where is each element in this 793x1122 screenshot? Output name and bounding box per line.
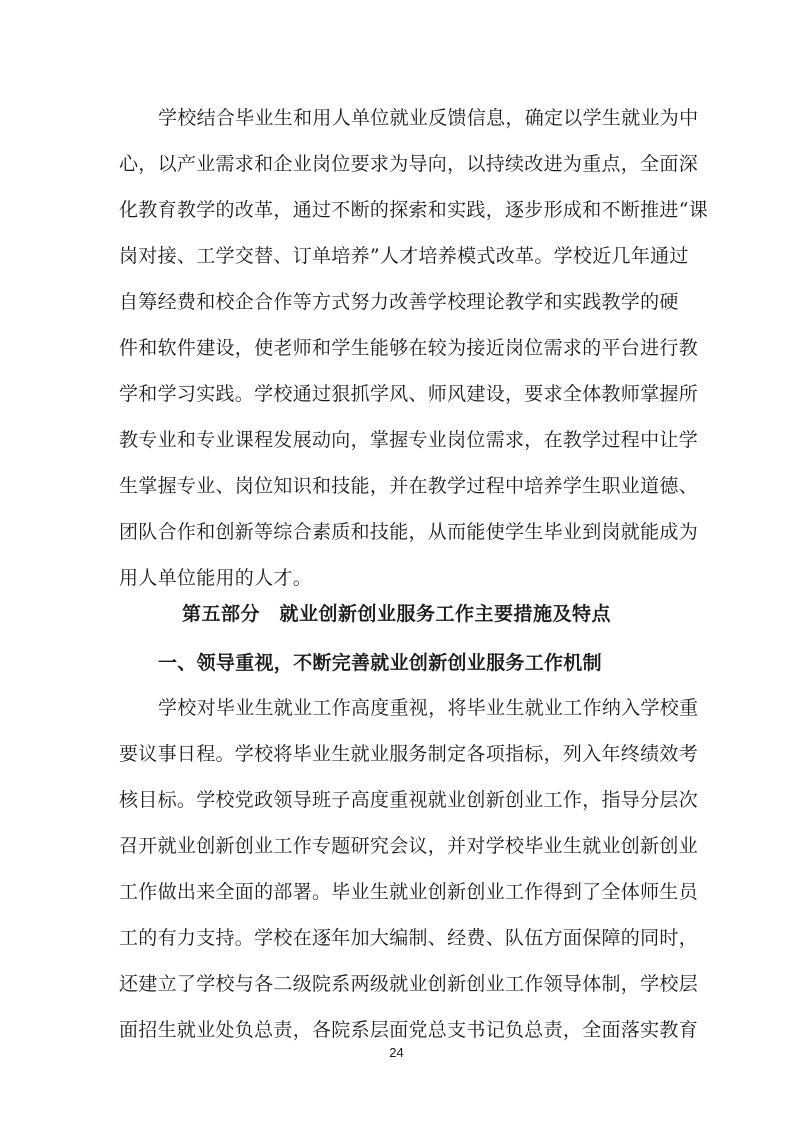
paragraph-line: 化教育教学的改革，通过不断的探索和实践，逐步形成和不断推进“课: [119, 199, 709, 221]
paragraph-line: 学校结合毕业生和用人单位就业反馈信息，确定以学生就业为中: [158, 107, 699, 129]
paragraph-line: 还建立了学校与各二级院系两级就业创新创业工作领导体制，学校层: [119, 973, 699, 995]
paragraph-line: 学校对毕业生就业工作高度重视，将毕业生就业工作纳入学校重: [158, 697, 699, 719]
paragraph-line: 生掌握专业、岗位知识和技能，并在教学过程中培养学生职业道德、: [119, 475, 699, 497]
page-number: 24: [389, 1045, 404, 1060]
paragraph-line: 工的有力支持。学校在逐年加大编制、经费、队伍方面保障的同时，: [119, 927, 699, 949]
paragraph-line: 件和软件建设，使老师和学生能够在较为接近岗位需求的平台进行教: [119, 337, 699, 359]
paragraph-line: 学和学习实践。学校通过狠抓学风、师风建设，要求全体教师掌握所: [119, 383, 699, 405]
paragraph-line: 要议事日程。学校将毕业生就业服务制定各项指标，列入年终绩效考: [119, 743, 699, 765]
sub-heading: 一、领导重视，不断完善就业创新创业服务工作机制: [158, 652, 602, 674]
section-heading: 第五部分 就业创新创业服务工作主要措施及特点: [181, 603, 611, 625]
paragraph-line: 自筹经费和校企合作等方式努力改善学校理论教学和实践教学的硬: [119, 291, 679, 313]
paragraph-line: 核目标。学校党政领导班子高度重视就业创新创业工作，指导分层次: [119, 789, 699, 811]
paragraph-line: 团队合作和创新等综合素质和技能，从而能使学生毕业到岗就能成为: [119, 521, 699, 543]
paragraph-line: 召开就业创新创业工作专题研究会议，并对学校毕业生就业创新创业: [119, 835, 699, 857]
paragraph-line: 面招生就业处负总责，各院系层面党总支书记负总责，全面落实教育: [119, 1019, 699, 1041]
paragraph-line: 教专业和专业课程发展动向，掌握专业岗位需求，在教学过程中让学: [119, 429, 699, 451]
paragraph-line: 用人单位能用的人才。: [119, 567, 313, 589]
paragraph-line: 工作做出来全面的部署。毕业生就业创新创业工作得到了全体师生员: [119, 881, 699, 903]
paragraph-line: 心，以产业需求和企业岗位要求为导向，以持续改进为重点，全面深: [119, 153, 699, 175]
paragraph-line: 岗对接、工学交替、订单培养”人才培养模式改革。学校近几年通过: [119, 245, 689, 267]
